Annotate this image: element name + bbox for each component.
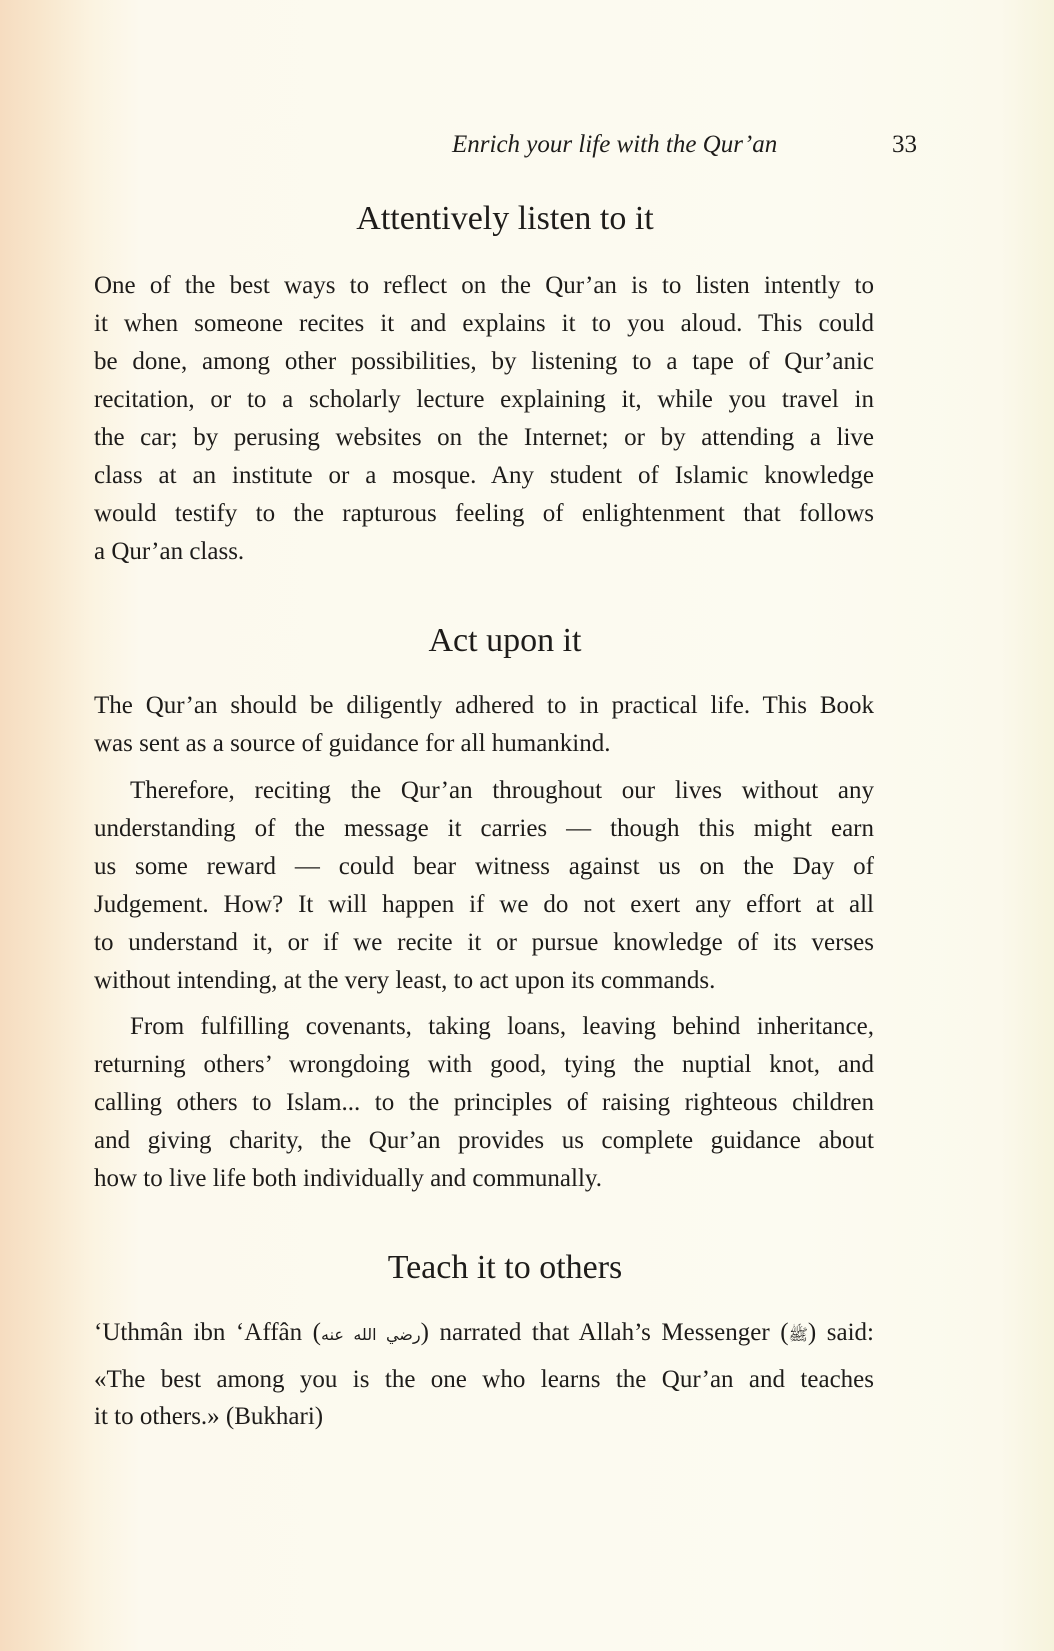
text-line: calling others to Islam... to the principles of raising righteous children: [94, 1089, 874, 1116]
text-line: recitation, or to a scholarly lecture explaining it, while you travel in: [94, 386, 874, 413]
narration-text: ) narrated that Allah’s Messenger (: [420, 1319, 789, 1346]
text-line: One of the best ways to reflect on the Qur’an is to listen intently to: [94, 272, 874, 299]
section-heading: Teach it to others: [387, 1249, 623, 1286]
text-line: would testify to the rapturous feeling of enlightenment that follows: [94, 500, 874, 527]
honorific-glyph: ﷺ: [788, 1325, 808, 1344]
text-line: Therefore, reciting the Qur’an throughout our lives without any: [130, 777, 874, 804]
honorific-glyph: رضي الله عنه: [321, 1325, 421, 1344]
text-line: to understand it, or if we recite it or pursue knowledge of its verses: [94, 929, 874, 956]
text-line: how to live life both individually and communally.: [94, 1165, 603, 1192]
text-line: was sent as a source of guidance for all humankind.: [94, 730, 611, 757]
narration-text: ‘Uthmân ibn ‘Affân (: [94, 1319, 321, 1346]
text-line: Judgement. How? It will happen if we do not exert any effort at all: [94, 891, 874, 918]
text-line: understanding of the message it carries — though this might earn: [94, 815, 874, 842]
running-header-title: Enrich your life with the Qur’an: [452, 131, 778, 158]
text-line: without intending, at the very least, to act upon its commands.: [94, 967, 716, 994]
text-line: returning others’ wrongdoing with good, tying the nuptial knot, and: [94, 1051, 874, 1078]
narration-line: [94, 1319, 874, 1348]
text-line: «The best among you is the one who learns the Qur’an and teaches: [94, 1366, 874, 1393]
text-line: be done, among other possibilities, by listening to a tape of Qur’anic: [94, 348, 874, 375]
section-heading: Act upon it: [428, 622, 582, 659]
text-line: class at an institute or a mosque. Any student of Islamic knowledge: [94, 462, 874, 489]
narration-text: ) said:: [807, 1319, 874, 1346]
text-line: and giving charity, the Qur’an provides us complete guidance about: [94, 1127, 874, 1154]
text-line: The Qur’an should be diligently adhered to in practical life. This Book: [94, 692, 874, 719]
text-line: it when someone recites it and explains it to you aloud. This could: [94, 310, 874, 337]
page-number: 33: [892, 131, 917, 158]
text-line: the car; by perusing websites on the Internet; or by attending a live: [94, 424, 874, 451]
text-line: From fulfilling covenants, taking loans, leaving behind inheritance,: [130, 1013, 874, 1040]
text-line: us some reward — could bear witness against us on the Day of: [94, 853, 874, 880]
section-heading: Attentively listen to it: [356, 200, 654, 237]
text-line: a Qur’an class.: [94, 538, 245, 565]
text-line: it to others.» (Bukhari): [94, 1403, 324, 1430]
